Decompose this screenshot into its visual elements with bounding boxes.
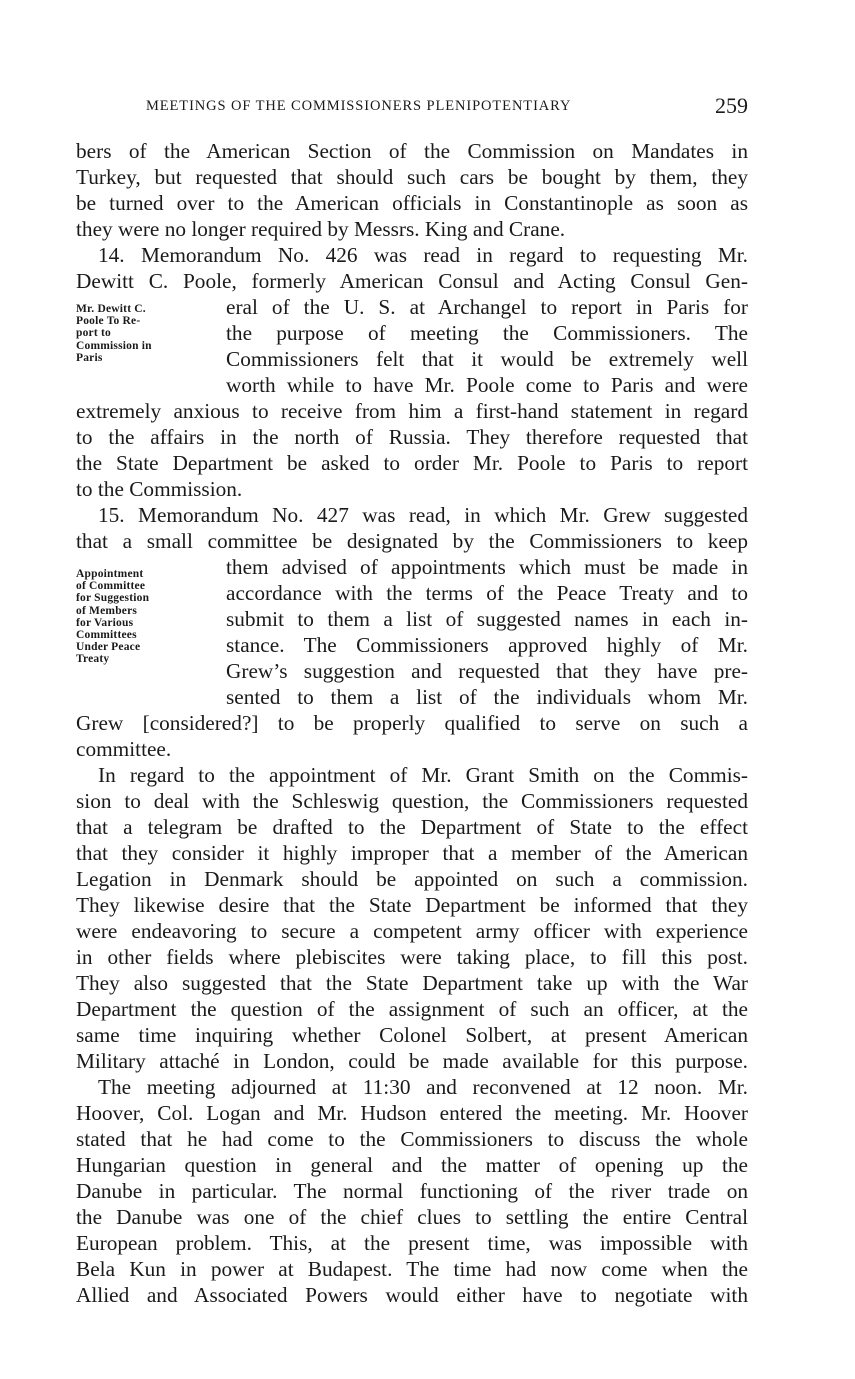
paragraph-item-14 bbox=[76, 242, 748, 502]
text-line: accordance with the terms of the Peace Treaty and to bbox=[226, 581, 748, 605]
margin-note-line: port to bbox=[76, 327, 111, 340]
margin-note-line: of Committee bbox=[76, 580, 146, 593]
text-line: that they consider it highly improper that a member of the American bbox=[76, 841, 748, 865]
text-line: they were no longer required by Messrs. King and Crane. bbox=[76, 217, 566, 241]
text-line: that a small committee be designated by the Commissioners to keep bbox=[76, 529, 748, 553]
text-line: eral of the U. S. at Archangel to report in Paris for bbox=[226, 295, 748, 319]
text-line: in other fields where plebiscites were taking place, to fill this post. bbox=[76, 945, 748, 969]
text-line: 14. Memorandum No. 426 was read in regard to requesting Mr. bbox=[98, 243, 748, 267]
margin-note-line: Treaty bbox=[76, 653, 110, 666]
margin-note-line: Appointment bbox=[76, 568, 144, 580]
text-line: Legation in Denmark should be appointed on such a commission. bbox=[76, 867, 748, 891]
text-line: Bela Kun in power at Budapest. The time had now come when the bbox=[76, 1257, 748, 1281]
paragraph-continuation bbox=[76, 138, 748, 242]
body-text bbox=[76, 138, 748, 1308]
text-line: Grew [considered?] to be properly qualified to serve on such a bbox=[76, 711, 748, 735]
sidenote-body-text bbox=[226, 294, 748, 398]
text-line: Commissioners felt that it would be extremely well bbox=[226, 347, 748, 371]
text-line: They also suggested that the State Department take up with the War bbox=[76, 971, 748, 995]
text-line: 15. Memorandum No. 427 was read, in which Mr. Grew suggested bbox=[98, 503, 748, 527]
margin-note-line: for Various bbox=[76, 616, 134, 629]
running-header bbox=[76, 93, 748, 121]
margin-note-line: Under Peace bbox=[76, 641, 141, 654]
margin-note-line: Mr. Dewitt C. bbox=[76, 303, 146, 315]
margin-note-line: Committees bbox=[76, 629, 137, 642]
text-line: The meeting adjourned at 11:30 and reconvened at 12 noon. Mr. bbox=[98, 1075, 748, 1099]
text-line: bers of the American Section of the Commission on Mandates in bbox=[76, 139, 748, 163]
text-line: Allied and Associated Powers would either have to negotiate with bbox=[76, 1283, 748, 1307]
text-line: stated that he had come to the Commissioners to discuss the whole bbox=[76, 1127, 748, 1151]
margin-note-committee bbox=[76, 554, 226, 666]
text-line: extremely anxious to receive from him a first-hand statement in regard bbox=[76, 399, 748, 423]
text-line: were endeavoring to secure a competent army officer with experience bbox=[76, 919, 748, 943]
text-line: sion to deal with the Schleswig question, the Commissioners requested bbox=[76, 789, 748, 813]
text-line: to the affairs in the north of Russia. They therefore requested that bbox=[76, 425, 748, 449]
text-line: to the Commission. bbox=[76, 477, 243, 501]
text-line: Military attaché in London, could be made available for this purpose. bbox=[76, 1049, 748, 1073]
paragraph-hoover bbox=[76, 1074, 748, 1308]
paragraph-item-15 bbox=[76, 502, 748, 762]
text-line: submit to them a list of suggested names in each in- bbox=[226, 607, 748, 631]
text-line: worth while to have Mr. Poole come to Paris and were bbox=[226, 373, 748, 397]
text-line: Hungarian question in general and the matter of opening up the bbox=[76, 1153, 748, 1177]
text-line: same time inquiring whether Colonel Solbert, at present American bbox=[76, 1023, 748, 1047]
sidenote-body-text bbox=[226, 554, 748, 710]
text-line: Department the question of the assignment of such an officer, at the bbox=[76, 997, 748, 1021]
text-line: In regard to the appointment of Mr. Grant Smith on the Commis- bbox=[98, 763, 748, 787]
text-line: They likewise desire that the State Department be informed that they bbox=[76, 893, 748, 917]
text-line: committee. bbox=[76, 737, 172, 761]
text-line: European problem. This, at the present time, was impossible with bbox=[76, 1231, 748, 1255]
text-line: the State Department be asked to order Mr. Poole to Paris to report bbox=[76, 451, 748, 475]
text-line: Turkey, but requested that should such cars be bought by them, they bbox=[76, 165, 748, 189]
text-line: that a telegram be drafted to the Department of State to the effect bbox=[76, 815, 748, 839]
text-line: stance. The Commissioners approved highly of Mr. bbox=[226, 633, 748, 657]
margin-note-line: of Members bbox=[76, 604, 138, 617]
text-line: Dewitt C. Poole, formerly American Consul and Acting Consul Gen- bbox=[76, 269, 748, 293]
margin-note-line: Commission in bbox=[76, 339, 152, 352]
sidenote-block-poole bbox=[76, 294, 748, 398]
margin-note-poole bbox=[76, 294, 226, 364]
text-line: Hoover, Col. Logan and Mr. Hudson entered the meeting. Mr. Hoover bbox=[76, 1101, 748, 1125]
text-line: the purpose of meeting the Commissioners. The bbox=[226, 321, 748, 345]
text-line: be turned over to the American officials in Constantinople as soon as bbox=[76, 191, 748, 215]
page-number: 259 bbox=[715, 93, 748, 118]
text-line: Danube in particular. The normal functioning of the river trade on bbox=[76, 1179, 748, 1203]
margin-note-line: Poole To Re- bbox=[76, 315, 141, 328]
sidenote-block-committee bbox=[76, 554, 748, 710]
text-line: Grew’s suggestion and requested that they have pre- bbox=[226, 659, 748, 683]
margin-note-line: Paris bbox=[76, 351, 103, 364]
running-title: MEETINGS OF THE COMMISSIONERS PLENIPOTENTIARY bbox=[146, 98, 572, 114]
text-line: sented to them a list of the individuals whom Mr. bbox=[226, 685, 748, 709]
text-line: the Danube was one of the chief clues to settling the entire Central bbox=[76, 1205, 748, 1229]
text-line: them advised of appointments which must be made in bbox=[226, 555, 748, 579]
margin-note-line: for Suggestion bbox=[76, 592, 150, 605]
paragraph-schleswig bbox=[76, 762, 748, 1074]
